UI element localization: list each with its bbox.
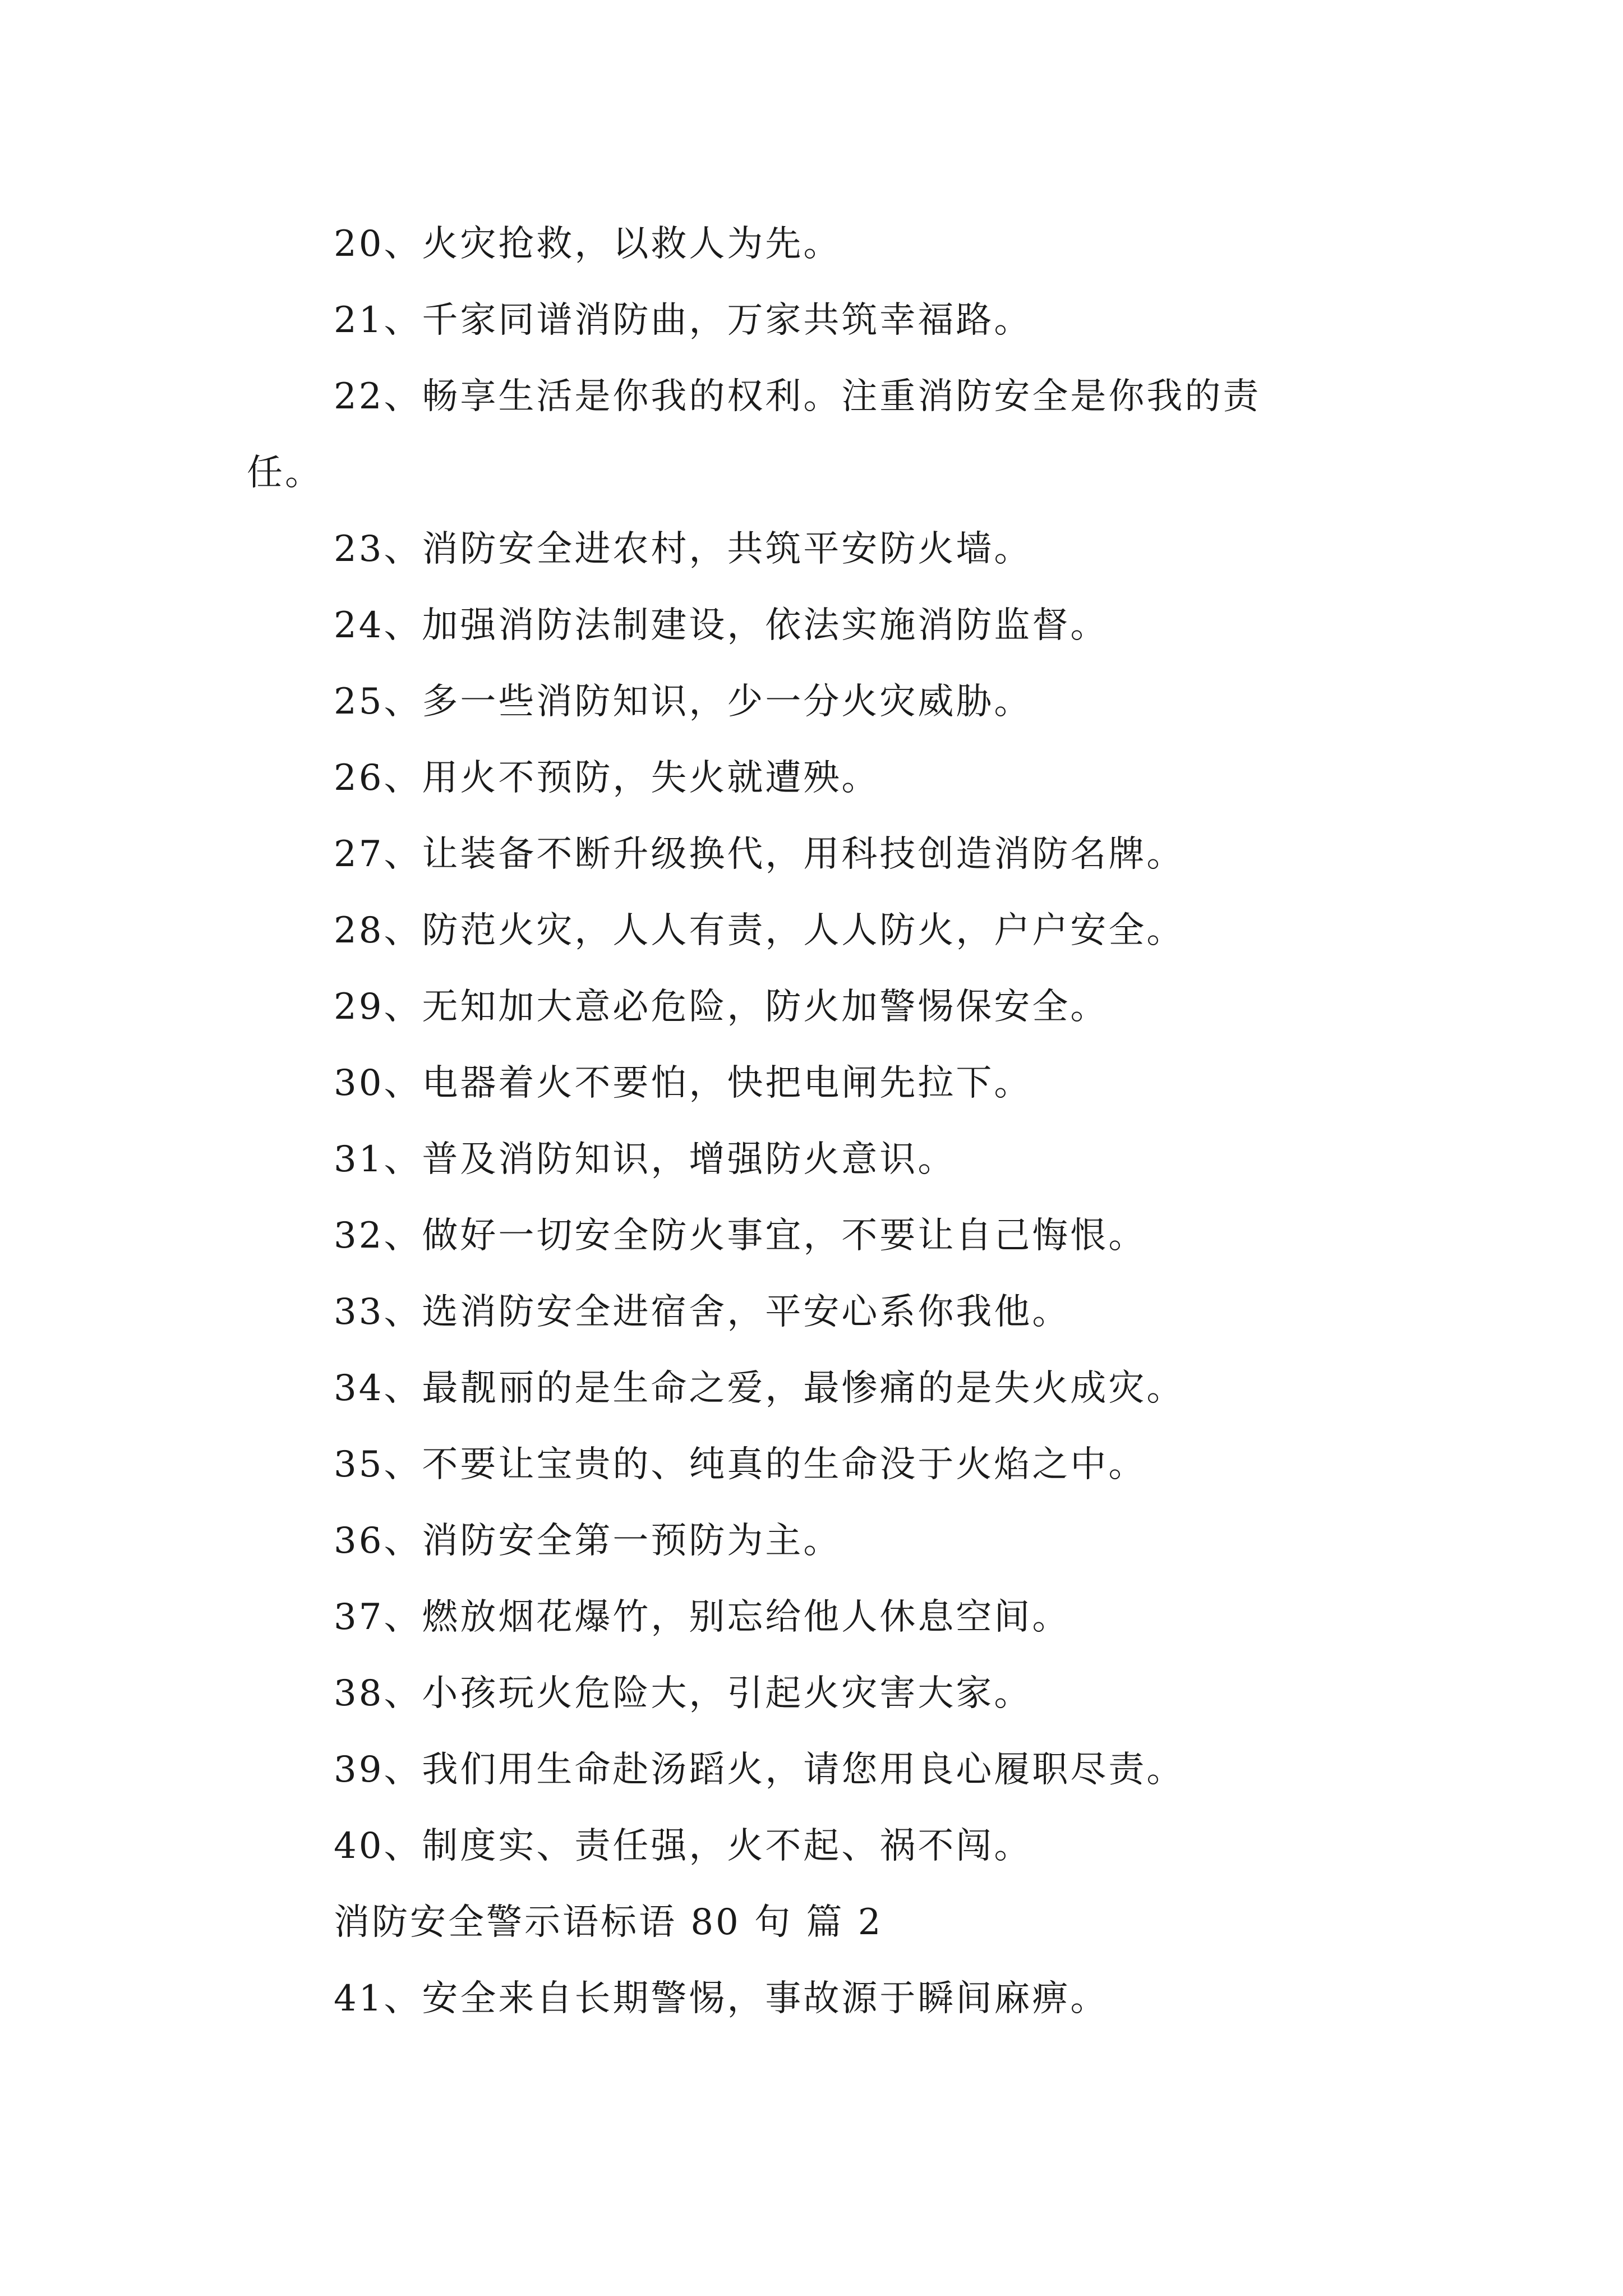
- slogan-line: 40、制度实、责任强，火不起、祸不闯。: [334, 1825, 1032, 1867]
- slogan-line: 20、火灾抢救，以救人为先。: [334, 223, 842, 265]
- slogan-line: 32、做好一切安全防火事宜，不要让自己悔恨。: [334, 1215, 1147, 1257]
- section-heading: 消防安全警示语标语 80 句 篇 2: [334, 1902, 883, 1943]
- slogan-line: 24、加强消防法制建设，依法实施消防监督。: [334, 605, 1109, 646]
- slogan-line: 30、电器着火不要怕，快把电闸先拉下。: [334, 1062, 1032, 1104]
- slogan-line: 35、不要让宝贵的、纯真的生命没于火焰之中。: [334, 1444, 1147, 1485]
- slogan-line: 27、让装备不断升级换代，用科技创造消防名牌。: [334, 834, 1185, 875]
- slogan-line: 33、选消防安全进宿舍，平安心系你我他。: [334, 1291, 1071, 1333]
- slogan-line: 28、防范火灾，人人有责，人人防火，户户安全。: [334, 910, 1185, 951]
- slogan-line-continuation: 任。: [247, 452, 323, 494]
- slogan-line: 21、千家同谱消防曲，万家共筑幸福路。: [334, 300, 1032, 341]
- slogan-line: 38、小孩玩火危险大，引起火灾害大家。: [334, 1673, 1032, 1714]
- slogan-line: 22、畅享生活是你我的权利。注重消防安全是你我的责: [334, 376, 1261, 417]
- slogan-line: 25、多一些消防知识，少一分火灾威胁。: [334, 681, 1032, 723]
- slogan-line: 36、消防安全第一预防为主。: [334, 1520, 842, 1562]
- slogan-line: 37、燃放烟花爆竹，别忘给他人休息空间。: [334, 1596, 1071, 1638]
- slogan-line: 41、安全来自长期警惕，事故源于瞬间麻痹。: [334, 1978, 1109, 2019]
- slogan-line: 34、最靓丽的是生命之爱，最惨痛的是失火成灾。: [334, 1368, 1185, 1409]
- document-body: [247, 216, 1396, 2047]
- slogan-line: 23、消防安全进农村，共筑平安防火墙。: [334, 528, 1032, 570]
- slogan-line: 29、无知加大意必危险，防火加警惕保安全。: [334, 986, 1109, 1028]
- slogan-line: 31、普及消防知识，增强防火意识。: [334, 1139, 956, 1180]
- slogan-line: 26、用火不预防，失火就遭殃。: [334, 757, 880, 799]
- slogan-line: 39、我们用生命赴汤蹈火，请您用良心履职尽责。: [334, 1749, 1185, 1791]
